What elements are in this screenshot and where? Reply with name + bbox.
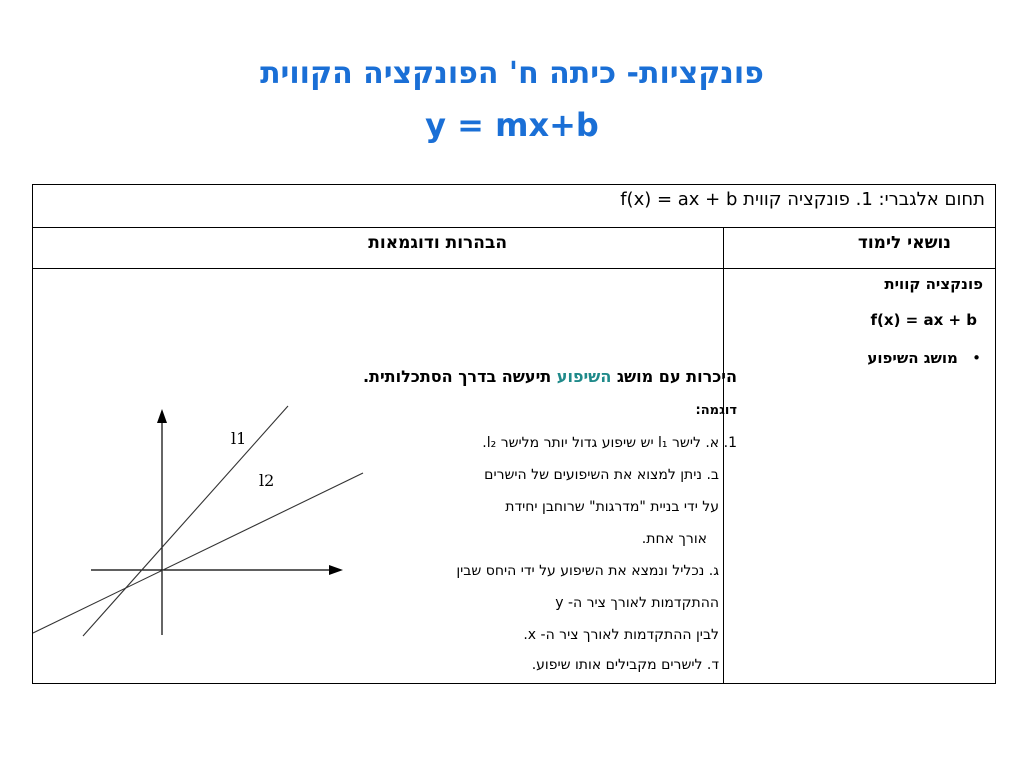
lead-suffix: תיעשה בדרך הסתכלותית. (362, 367, 557, 386)
x-axis-arrow-icon (329, 565, 343, 575)
page-subtitle-equation: y = mx+b (425, 106, 599, 144)
topic-slope-concept: מושג השיפוע (867, 349, 958, 367)
line-l2 (33, 473, 363, 633)
topic-bullet (867, 349, 981, 367)
y-axis-arrow-icon (157, 409, 167, 423)
example-line: לבין ההתקדמות לאורך ציר ה- x. (523, 627, 719, 643)
lead-highlight: השיפוע (556, 367, 612, 386)
example-line: אורך אחת. (641, 531, 707, 547)
slope-diagram (33, 401, 373, 641)
table-column-divider (723, 227, 724, 683)
page-title: פונקציות- כיתה ח' הפונקציה הקווית (260, 56, 764, 91)
bullet-icon: • (972, 349, 981, 367)
header-explanations: הבהרות ודוגמאות (368, 233, 507, 253)
table-divider (33, 268, 995, 269)
l1-text: l1 (231, 429, 247, 448)
domain-row: תחום אלגברי: 1. פונקציה קווית f(x) = ax + b (620, 189, 985, 210)
line-l1-label (231, 429, 246, 448)
line-l2-label (259, 471, 274, 490)
example-line: 1. א. לישר l₁ יש שיפוע גדול יותר מלישר l₂. (482, 435, 737, 451)
line-l1 (83, 406, 288, 636)
example-line: על ידי בניית "מדרגות" שרוחבן יחידת (505, 499, 719, 515)
table-divider (33, 227, 995, 228)
example-line: ההתקדמות לאורך ציר ה- y (555, 595, 719, 611)
example-line: ב. ניתן למצוא את השיפועים של הישרים (484, 467, 719, 483)
example-label: דוגמה: (695, 403, 737, 418)
example-line: ד. לישרים מקבילים אותו שיפוע. (531, 657, 719, 673)
lead-prefix: היכרות עם מושג (611, 367, 737, 386)
topic-linear-function: פונקציה קווית (884, 275, 983, 293)
header-topics: נושאי לימוד (857, 233, 951, 253)
topic-formula: f(x) = ax + b (870, 311, 977, 329)
example-line: ג. נכליל ונמצא את השיפוע על ידי היחס שבין (456, 563, 719, 579)
content-table (32, 184, 996, 684)
explanation-lead (363, 367, 737, 386)
l2-text: l2 (259, 471, 275, 490)
